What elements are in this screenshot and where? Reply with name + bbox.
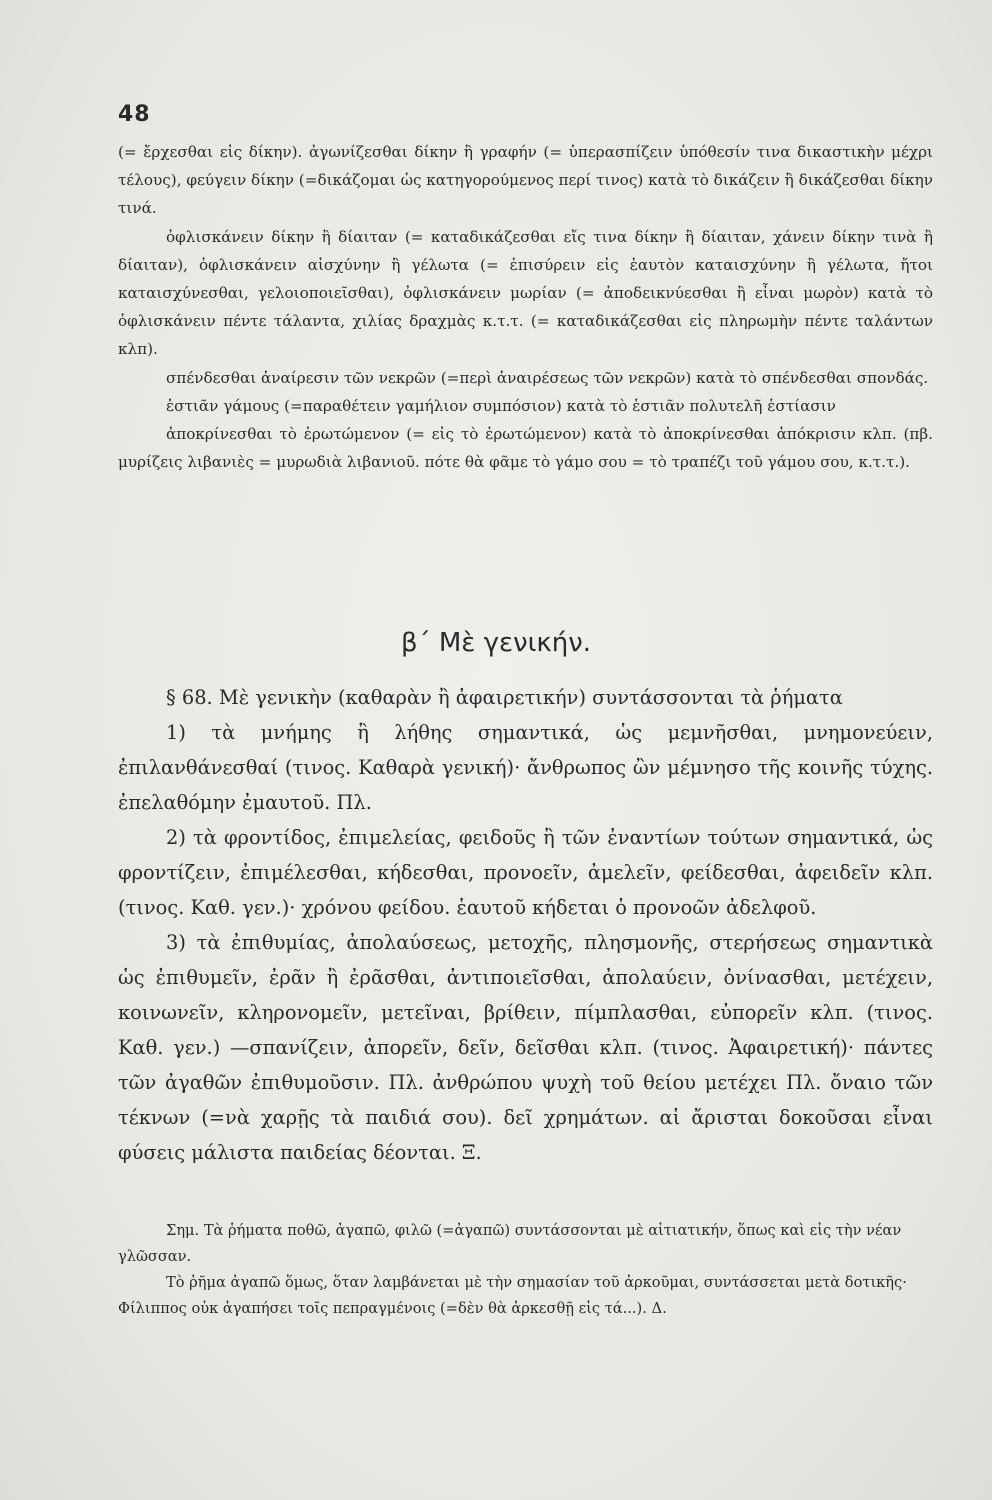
main-section xyxy=(118,680,933,1170)
paragraph-apokrinesthai: ἀποκρίνεσθαι τὸ ἐρωτώμενον (= εἰς τὸ ἐρωτώμενον) κατὰ τὸ ἀποκρίνεσθαι ἀπόκρισιν κλπ. (πβ. μυρίζεις λιβανιὲς = μυρωδιὰ λιβανιοῦ. πότε θὰ φᾶμε τὸ γάμο σου = τὸ τραπέζι τοῦ γάμου σου, κ.τ.τ.). xyxy=(118,425,933,472)
paragraph-item-3: 3) τὰ ἐπιθυμίας, ἀπολαύσεως, μετοχῆς, πλησμονῆς, στερήσεως σημαντικὰ ὡς ἐπιθυμεῖν, ἐρᾶν ἢ ἐρᾶσθαι, ἀντιποιεῖσθαι, ἀπολαύειν, ὀνίνασθαι, μετέχειν, κοινωνεῖν, κληρονομεῖν, μετεῖναι, βρίθειν, πίμπλασθαι, εὐπορεῖν κλπ. (τινος. Καθ. γεν.) —σπανίζειν, ἀπορεῖν, δεῖν, δεῖσθαι κλπ. (τινος. Ἀφαιρετική)· πάντες τῶν ἀγαθῶν ἐπιθυμοῦσιν. Πλ. ἀνθρώπου ψυχὴ τοῦ θείου μετέχει Πλ. ὄναιο τῶν τέκνων (=νὰ χαρῇς τὰ παιδιά σου). δεῖ χρημάτων. αἱ ἄρισται δοκοῦσαι εἶναι φύσεις μάλιστα παιδείας δέονται. Ξ. xyxy=(118,931,933,1164)
note-section xyxy=(118,1218,933,1322)
paragraph-item-1: 1) τὰ μνήμης ἢ λήθης σημαντικά, ὡς μεμνῆσθαι, μνημονεύειν, ἐπιλανθάνεσθαί (τινος. Καθαρὰ γενική)· ἄνθρωπος ὢν μέμνησο τῆς κοινῆς τύχης. ἐπελαθόμην ἐμαυτοῦ. Πλ. xyxy=(118,721,933,814)
note-paragraph-2: Τὸ ῥῆμα ἀγαπῶ ὅμως, ὅταν λαμβάνεται μὲ τὴν σημασίαν τοῦ ἀρκοῦμαι, συντάσσεται μετὰ δοτικῆς· Φίλιππος οὐκ ἀγαπήσει τοῖς πεπραγμένοις (=δὲν θὰ ἀρκεσθῇ εἰς τά...). Δ. xyxy=(118,1274,907,1317)
note-paragraph-1: Σημ. Τὰ ῥήματα ποθῶ, ἀγαπῶ, φιλῶ (=ἀγαπῶ) συντάσσονται μὲ αἰτιατικήν, ὅπως καὶ εἰς τὴν νέαν γλῶσσαν. xyxy=(118,1222,902,1265)
paragraph-estian: ἑστιᾶν γάμους (=παραθέτειν γαμήλιον συμπόσιον) κατὰ τὸ ἑστιᾶν πολυτελῆ ἑστίασιν xyxy=(166,396,836,415)
paragraph-spendesthai: σπένδεσθαι ἀναίρεσιν τῶν νεκρῶν (=περὶ ἀναιρέσεως τῶν νεκρῶν) κατὰ τὸ σπένδεσθαι σπονδάς. xyxy=(166,368,929,387)
page-number: 48 xyxy=(118,102,151,127)
paragraph-dikin: (= ἔρχεσθαι εἰς δίκην). ἀγωνίζεσθαι δίκην ἢ γραφήν (= ὑπερασπίζειν ὑπόθεσίν τινα δικαστικὴν μέχρι τέλους), φεύγειν δίκην (=δικάζομαι ὡς κατηγορούμενος περί τινος) κατὰ τὸ δικάζειν ἢ δικάζεσθαι δίκην τινά. xyxy=(118,143,933,218)
top-section xyxy=(118,138,933,476)
section-heading: β΄ Μὲ γενικήν. xyxy=(401,628,591,658)
paragraph-68: § 68. Μὲ γενικὴν (καθαρὰν ἢ ἀφαιρετικήν) συντάσσονται τὰ ῥήματα xyxy=(166,686,843,709)
paragraph-item-2: 2) τὰ φροντίδος, ἐπιμελείας, φειδοῦς ἢ τῶν ἐναντίων τούτων σημαντικά, ὡς φροντίζειν, ἐπιμέλεσθαι, κήδεσθαι, προνοεῖν, ἀμελεῖν, φείδεσθαι, ἀφειδεῖν κλπ. (τινος. Καθ. γεν.)· χρόνου φείδου. ἑαυτοῦ κήδεται ὁ προνοῶν ἀδελφοῦ. xyxy=(118,826,933,919)
paragraph-ofliskanein: ὀφλισκάνειν δίκην ἢ δίαιταν (= καταδικάζεσθαι εἴς τινα δίκην ἢ δίαιταν, χάνειν δίκην τινὰ ἢ δίαιταν), ὀφλισκάνειν αἰσχύνην ἢ γέλωτα (= ἐπισύρειν εἰς ἑαυτὸν καταισχύνην ἢ γέλωτα, ἤτοι καταισχύνεσθαι, γελοιοποιεῖσθαι), ὀφλισκάνειν μωρίαν (= ἀποδεικνύεσθαι ἢ εἶναι μωρὸν) κατὰ τὸ ὀφλισκάνειν πέντε τάλαντα, χιλίας δραχμὰς κ.τ.τ. (= καταδικάζεσθαι εἰς πληρωμὴν πέντε ταλάντων κλπ). xyxy=(118,227,933,359)
